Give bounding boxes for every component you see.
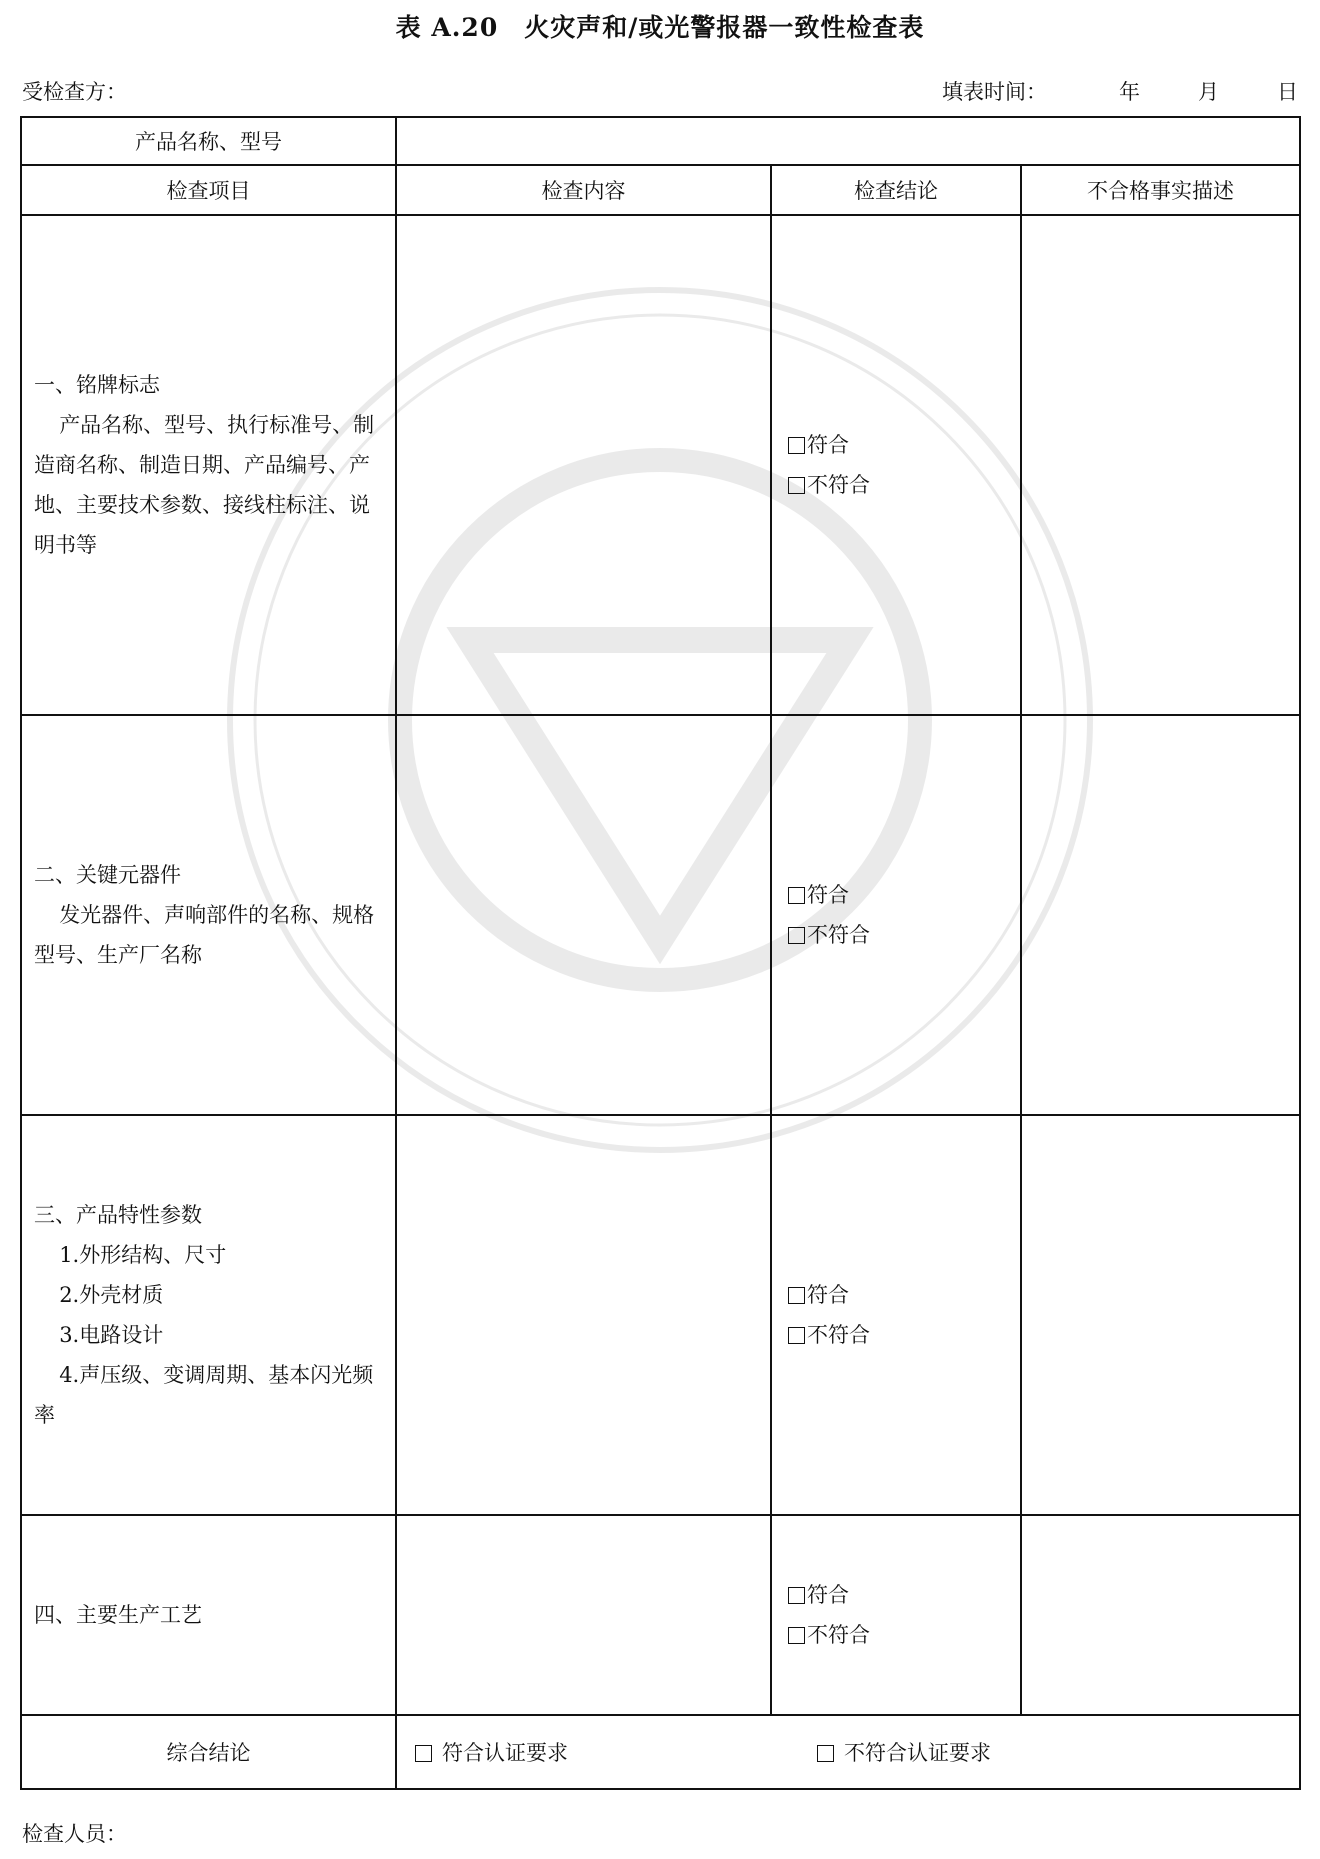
- summary-row: [21, 1715, 1300, 1789]
- check-item-nameplate: [21, 215, 396, 715]
- fill-time: [942, 76, 1298, 106]
- fill-time-label: 填表时间：: [942, 80, 1047, 104]
- check-content-field[interactable]: [396, 1515, 771, 1715]
- conform-checkbox[interactable]: 符合: [788, 1275, 1020, 1315]
- checkbox-icon: [788, 477, 805, 494]
- checkbox-icon: [788, 1287, 805, 1304]
- conclusion-cell: [771, 1115, 1021, 1515]
- check-item-heading: 二、关键元器件: [34, 863, 181, 887]
- check-item-key-components: [21, 715, 396, 1115]
- conclusion-cell: [771, 215, 1021, 715]
- col-header-content: 检查内容: [396, 165, 771, 215]
- nonconformity-description-field[interactable]: [1021, 1115, 1300, 1515]
- year-label: 年: [1119, 80, 1140, 104]
- inspector-label: 检查人员：: [22, 1822, 127, 1846]
- conclusion-cell: [771, 1515, 1021, 1715]
- checkbox-icon: [788, 1627, 805, 1644]
- checkbox-icon: [415, 1745, 432, 1762]
- col-header-item: 检查项目: [21, 165, 396, 215]
- check-item-heading: 四、主要生产工艺: [34, 1603, 202, 1627]
- check-content-field[interactable]: [396, 215, 771, 715]
- conform-checkbox[interactable]: 符合: [788, 425, 1020, 465]
- col-header-conclusion: 检查结论: [771, 165, 1021, 215]
- checkbox-icon: [788, 927, 805, 944]
- conform-checkbox[interactable]: 符合: [788, 1575, 1020, 1615]
- document-title: 表 A.20 火灾声和/或光警报器一致性检查表: [395, 13, 925, 42]
- check-item-production-process: [21, 1515, 396, 1715]
- conform-checkbox[interactable]: 符合: [788, 875, 1020, 915]
- nonconformity-description-field[interactable]: [1021, 1515, 1300, 1715]
- check-item-description: 产品名称、型号、执行标准号、制造商名称、制造日期、产品编号、产地、主要技术参数、接线柱标注、说明书等: [34, 413, 375, 557]
- table-row: [21, 1515, 1300, 1715]
- table-row: [21, 215, 1300, 715]
- product-name-model-field[interactable]: [396, 117, 1300, 165]
- product-name-model-label: 产品名称、型号: [21, 117, 396, 165]
- nonconform-checkbox[interactable]: 不符合: [788, 1615, 1020, 1655]
- nonconformity-description-field[interactable]: [1021, 215, 1300, 715]
- check-item-characteristics: [21, 1115, 396, 1515]
- checkbox-icon: [788, 1587, 805, 1604]
- check-item-subitem: 3.电路设计: [59, 1323, 164, 1347]
- check-item-heading: 一、铭牌标志: [34, 373, 160, 397]
- check-content-field[interactable]: [396, 715, 771, 1115]
- nonconform-checkbox[interactable]: 不符合: [788, 915, 1020, 955]
- nonconform-checkbox[interactable]: 不符合: [788, 465, 1020, 505]
- nonconform-checkbox[interactable]: 不符合: [788, 1315, 1020, 1355]
- conform-requirements-checkbox[interactable]: 符合认证要求: [415, 1737, 568, 1767]
- check-item-description: 发光器件、声响部件的名称、规格型号、生产厂名称: [34, 903, 375, 967]
- checkbox-icon: [788, 437, 805, 454]
- summary-label: 综合结论: [21, 1715, 396, 1789]
- table-row: [21, 1115, 1300, 1515]
- table-row: [21, 715, 1300, 1115]
- check-item-subitem: 1.外形结构、尺寸: [59, 1243, 227, 1267]
- conclusion-cell: [771, 715, 1021, 1115]
- day-label: 日: [1277, 80, 1298, 104]
- summary-options: [396, 1715, 1300, 1789]
- check-content-field[interactable]: [396, 1115, 771, 1515]
- checkbox-icon: [788, 887, 805, 904]
- nonconformity-description-field[interactable]: [1021, 715, 1300, 1115]
- check-item-subitem: 4.声压级、变调周期、基本闪光频率: [34, 1363, 374, 1427]
- inspection-table: [20, 116, 1301, 1790]
- col-header-nonconformity: 不合格事实描述: [1021, 165, 1300, 215]
- inspected-party-label: 受检查方：: [22, 80, 127, 104]
- check-item-subitem: 2.外壳材质: [59, 1283, 164, 1307]
- checkbox-icon: [788, 1327, 805, 1344]
- nonconform-requirements-checkbox[interactable]: 不符合认证要求: [817, 1737, 991, 1767]
- checkbox-icon: [817, 1745, 834, 1762]
- check-item-heading: 三、产品特性参数: [34, 1203, 202, 1227]
- month-label: 月: [1198, 80, 1219, 104]
